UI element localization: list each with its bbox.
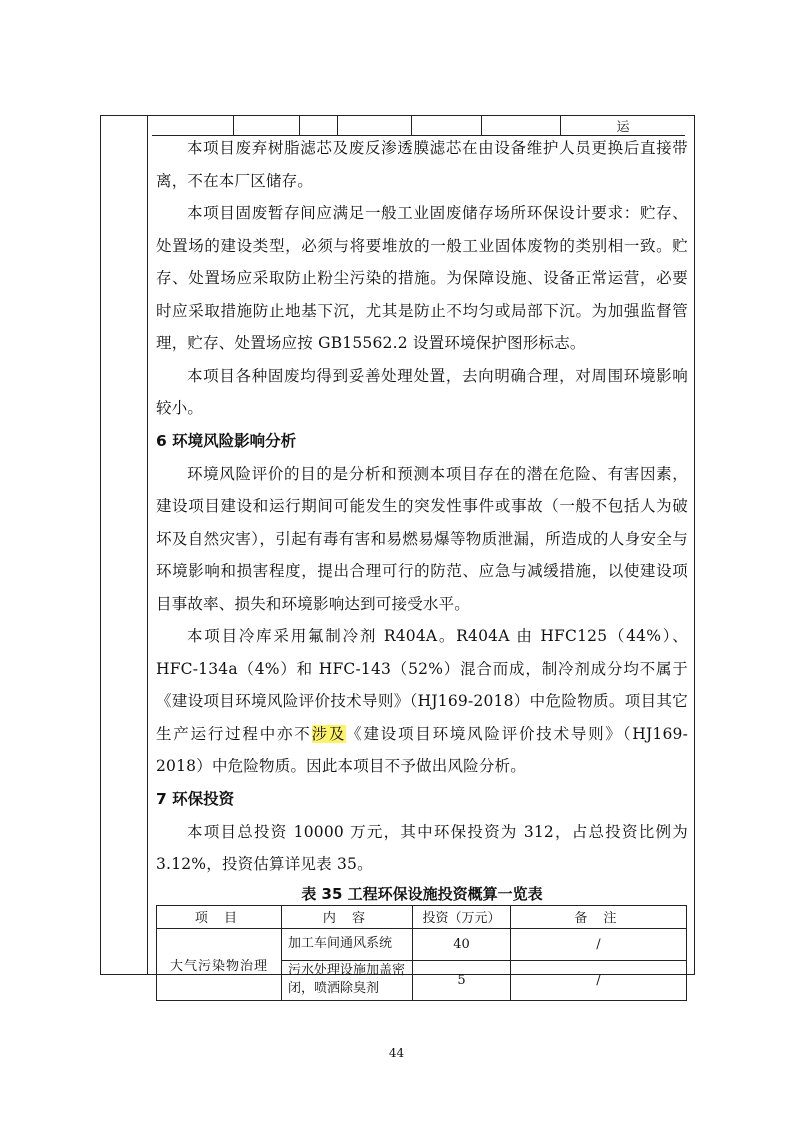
paragraph: 本项目固废暂存间应满足一般工业固废储存场所环保设计要求：贮存、处置场的建设类型，必须与将要堆放的一般工业固体废物的类别相一致。贮存、处置场应采取防止粉尘污染的措施。为保障设施、设备正常运营，必要时应采取措施防止地基下沉，尤其是防止不均匀或局部下沉。为加强监督管理，贮存、处置场应按 GB15562.2 设置环境保护图形标志。 xyxy=(156,204,688,352)
section-heading: 7 环保投资 xyxy=(156,789,235,808)
highlighted-text: 涉及 xyxy=(311,724,347,743)
table-caption: 表 35 工程环保设施投资概算一览表 xyxy=(301,884,543,903)
paragraph: 环境风险评价的目的是分析和预测本项目存在的潜在危险、有害因素，建设项目建设和运行期间可能发生的突发性事件或事故（一般不包括人为破坏及自然灾害），引起有毒有害和易燃易爆等物质泄漏，所造成的人身安全与环境影响和损害程度，提出合理可行的防范、应急与减缓措施，以使建设项目事故率、损失和环境影响达到可接受水平。 xyxy=(156,464,688,613)
page-number: 44 xyxy=(388,1046,405,1060)
note-cell: / xyxy=(511,928,687,960)
text-span: 本项目冷库采用氟制冷剂 R404A。R404A 由 HFC125（44%）、HFC-134a（4%）和 HFC-143（52%）混合而成，制冷剂成分均不属于《建设项目环境风险评价技术导则》（HJ169-2018）中危险物质。项目其它生产运行过程中亦不 xyxy=(156,627,688,743)
group-label-cell: 大气污染物治理 xyxy=(157,928,282,1000)
left-column xyxy=(100,115,148,975)
content-cell: 加工车间通风系统 xyxy=(282,928,413,960)
investment-cell: 5 xyxy=(413,960,511,1000)
top-cell: 运 xyxy=(560,115,685,135)
investment-table xyxy=(156,905,687,1001)
note-cell: / xyxy=(511,960,687,1000)
text-span: 《建设项目环境风险评价技术导则》（HJ169-2018）中危险物质。因此本项目不予做出风险分析。 xyxy=(156,724,689,775)
column-header: 内 容 xyxy=(282,905,413,928)
section-heading: 6 环境风险影响分析 xyxy=(156,431,297,450)
paragraph: 本项目废弃树脂滤芯及废反渗透膜滤芯在由设备维护人员更换后直接带离，不在本厂区储存。 xyxy=(156,139,688,190)
paragraph xyxy=(156,620,688,783)
content-cell: 污水处理设施加盖密闭，喷洒除臭剂 xyxy=(282,960,413,1000)
paragraph: 本项目总投资 10000 万元，其中环保投资为 312，占总投资比例为 3.12%，投资估算详见表 35。 xyxy=(156,822,688,873)
document-body xyxy=(156,132,688,1001)
investment-cell: 40 xyxy=(413,928,511,960)
column-header: 投资（万元） xyxy=(413,905,511,928)
column-header: 项 目 xyxy=(157,905,282,928)
paragraph: 本项目各种固废均得到妥善处理处置，去向明确合理，对周围环境影响较小。 xyxy=(156,366,688,417)
column-header: 备 注 xyxy=(511,905,687,928)
table-row xyxy=(157,928,687,960)
table-header-row xyxy=(157,905,687,928)
